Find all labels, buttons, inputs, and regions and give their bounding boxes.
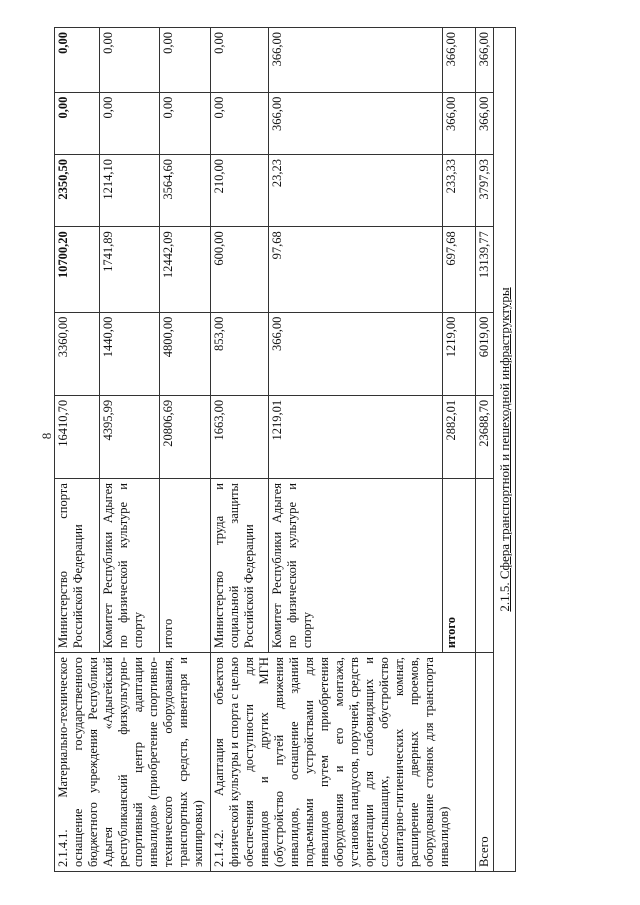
total-row [476,28,494,872]
rotated-table-container [54,27,563,872]
value-cell: 0,00 [211,92,269,154]
value-cell: 0,00 [55,28,100,93]
value-cell: 1214,10 [100,155,160,227]
value-cell: 0,00 [160,92,211,154]
measure-description: Адаптация объектов физической культуры и спорта с целью обеспечения доступности для инвалидов и других МГН (обустройство путей движения инвалидов, оснащение зданий подъемными устройствами для инвалидов путем приобретения оборудования и его монтажа, установка пандусов, поручней, средств ориентации для слабовидящих и слабослышащих, обустройство санитарно-гигиенических комнат, расширение дверных проемов, оборудование стоянок для транспорта инвалидов) [212,657,451,867]
value-cell: 10700,20 [55,227,100,312]
value-cell: 366,00 [443,92,476,154]
measure-cell [211,653,476,872]
budget-table [54,27,494,872]
section-heading: 2.1.5. Сфера транспортной и пешеходной инфраструктуры [494,27,516,872]
total-value: 13139,77 [476,227,494,312]
value-cell: 697,68 [443,227,476,312]
total-label: Всего [476,653,494,872]
value-cell: 233,33 [443,155,476,227]
value-cell: 0,00 [211,28,269,93]
measure-description: Материально-техническое оснащение государственного бюджетного учреждения Республики Адыгея «Адыгейский республиканский физкультурно-спортивный центр адаптации инвалидов» (приобретение спортивно-технического оборудования, транспортных средств, инвентаря и экипировки) [56,657,205,867]
table-row [55,28,100,872]
org-cell: Министерство спорта Российской Федерации [55,479,100,653]
value-cell: 2882,01 [443,395,476,478]
value-cell: 0,00 [100,28,160,93]
total-value: 23688,70 [476,395,494,478]
value-cell: 4800,00 [160,312,211,395]
value-cell: 600,00 [211,227,269,312]
value-cell: 1440,00 [100,312,160,395]
value-cell: 1741,89 [100,227,160,312]
value-cell: 97,68 [269,227,443,312]
value-cell: 23,23 [269,155,443,227]
org-cell: Министерство труда и социальной защиты Российской Федерации [211,479,269,653]
value-cell: 1663,00 [211,395,269,478]
org-cell: итого [443,479,476,653]
table-row [211,28,269,872]
page-number: 8 [39,432,54,440]
value-cell: 3360,00 [55,312,100,395]
org-cell: Комитет Республики Адыгея по физической культуре и спорту [100,479,160,653]
value-cell: 2350,50 [55,155,100,227]
value-cell: 366,00 [443,28,476,93]
org-cell: итого [160,479,211,653]
value-cell: 366,00 [269,92,443,154]
total-value: 366,00 [476,28,494,93]
value-cell: 0,00 [100,92,160,154]
value-cell: 4395,99 [100,395,160,478]
value-cell: 12442,09 [160,227,211,312]
total-value: 366,00 [476,92,494,154]
measure-code: 2.1.4.2. [212,829,226,867]
total-value: 6019,00 [476,312,494,395]
org-cell: Комитет Республики Адыгея по физической культуре и спорту [269,479,443,653]
total-value: 3797,93 [476,155,494,227]
value-cell: 0,00 [55,92,100,154]
value-cell: 3564,60 [160,155,211,227]
value-cell: 210,00 [211,155,269,227]
value-cell: 366,00 [269,312,443,395]
value-cell: 0,00 [160,28,211,93]
empty-cell [476,479,494,653]
value-cell: 16410,70 [55,395,100,478]
value-cell: 366,00 [269,28,443,93]
measure-cell [55,653,211,872]
value-cell: 20806,69 [160,395,211,478]
value-cell: 1219,00 [443,312,476,395]
measure-code: 2.1.4.1. [56,829,70,867]
value-cell: 853,00 [211,312,269,395]
value-cell: 1219,01 [269,395,443,478]
